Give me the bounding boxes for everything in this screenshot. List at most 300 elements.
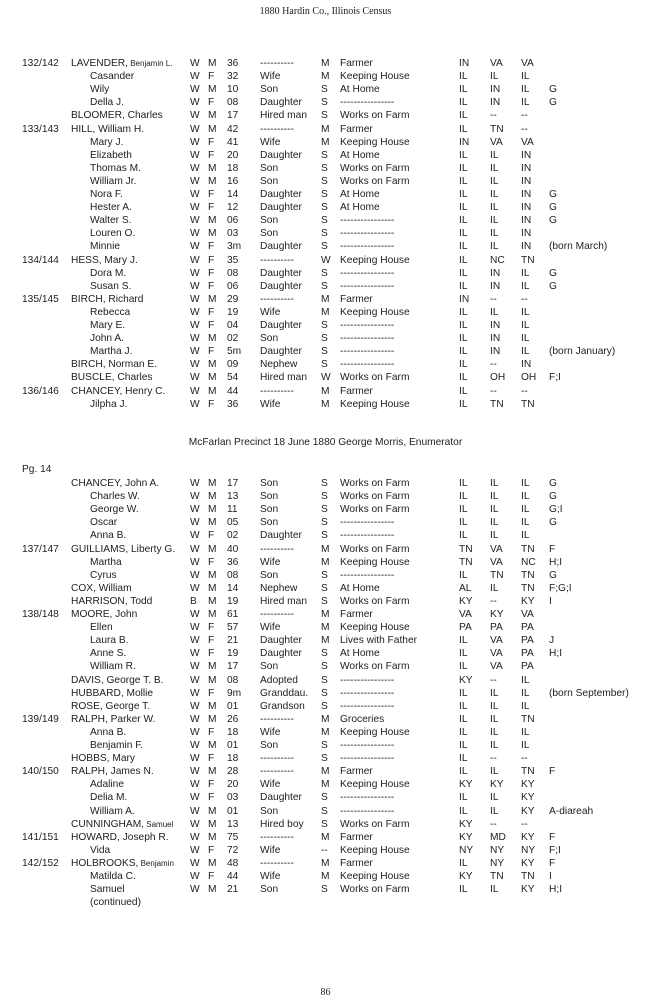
birthplace: IL [459,478,468,489]
person-name: Matilda C. [90,871,136,882]
father-birthplace: -- [490,293,497,305]
race: W [190,84,200,96]
age: 48 [227,857,239,869]
sex: F [208,635,215,647]
census-row [0,503,651,516]
relationship: Wife [260,71,281,83]
marital-status: S [321,97,328,109]
relationship: ---------- [260,543,294,555]
sex: F [208,136,215,148]
mother-birthplace: KY [521,884,535,896]
mother-birthplace: NY [521,844,536,856]
person-name: Rebecca [90,306,131,318]
marital-status: S [321,346,328,358]
sex: M [208,766,217,778]
marital-status: M [321,635,330,647]
dwelling-number: 132/142 [22,58,59,69]
marital-status: S [321,359,328,371]
age: 18 [227,753,239,765]
age: 26 [227,713,239,725]
relationship: Daughter [260,530,302,542]
occupation: Works on Farm [340,818,410,830]
birthplace: IL [459,359,468,371]
race: W [190,280,200,292]
age: 13 [227,491,239,503]
race: W [190,149,200,161]
notes: G [549,189,557,200]
marital-status: S [321,149,328,161]
relationship: Wife [260,556,281,568]
race: W [190,831,200,843]
census-row [0,490,651,503]
notes: G [549,569,557,581]
census-row [0,896,651,909]
father-birthplace: IL [490,504,499,516]
father-birthplace: PA [490,622,503,634]
race: W [190,491,200,503]
person-name: George W. [90,504,139,516]
birthplace: KY [459,779,473,791]
father-birthplace: TN [490,871,504,882]
census-row [0,765,651,778]
notes: J [549,635,555,647]
mother-birthplace: TN [521,713,535,725]
notes: G [549,84,557,96]
sex: F [208,241,215,253]
dwelling-number: 136/146 [22,385,59,397]
mother-birthplace: IN [521,241,532,253]
age: 17 [227,478,239,489]
race: W [190,254,200,266]
age: 35 [227,254,239,266]
father-birthplace: IL [490,149,499,161]
relationship: Son [260,228,279,240]
person-name: HOBBS, Mary [71,753,135,765]
sex: F [208,280,215,292]
census-row [0,700,651,713]
father-birthplace: VA [490,136,503,148]
occupation: Farmer [340,857,373,869]
mother-birthplace: TN [521,254,535,266]
race: W [190,175,200,187]
race: B [190,595,197,607]
birthplace: KY [459,831,473,843]
race: W [190,844,200,856]
person-name: COX, William [71,582,132,594]
age: 41 [227,136,239,148]
age: 03 [227,228,239,240]
given-name: Benjamin [138,858,174,868]
sex: F [208,687,215,699]
person-name: Casander [90,71,135,83]
census-row [0,818,651,831]
occupation: At Home [340,84,380,96]
father-birthplace: -- [490,674,497,686]
person-name: RALPH, James N. [71,766,154,778]
relationship: Son [260,504,279,516]
relationship: Daughter [260,635,302,647]
census-row [0,660,651,673]
person-name: LAVENDER, Benjamin L. [71,58,173,69]
person-name: BLOOMER, Charles [71,110,163,122]
race: W [190,306,200,318]
father-birthplace: IL [490,700,499,712]
sex: F [208,622,215,634]
mother-birthplace: IN [521,228,532,240]
person-name: Thomas M. [90,162,141,174]
relationship: ---------- [260,385,294,397]
census-row [0,109,651,122]
notes: H;I [549,648,563,660]
occupation: Keeping House [340,254,410,266]
sex: M [208,569,217,581]
sex: F [208,753,215,765]
occupation: ---------------- [340,97,395,109]
occupation: Works on Farm [340,504,410,516]
mother-birthplace: OH [521,372,537,384]
census-row [0,739,651,752]
father-birthplace: VA [490,58,503,69]
person-name: DAVIS, George T. B. [71,674,164,686]
race: W [190,582,200,594]
relationship: Daughter [260,792,302,804]
sex: M [208,582,217,594]
mother-birthplace: IL [521,504,530,516]
census-row [0,332,651,345]
person-name: BIRCH, Norman E. [71,359,158,371]
census-row [0,149,651,162]
mother-birthplace: KY [521,792,535,804]
father-birthplace: VA [490,556,503,568]
relationship: Wife [260,871,281,882]
father-birthplace: IN [490,267,501,279]
mother-birthplace: IL [521,478,530,489]
age: 18 [227,726,239,738]
father-birthplace: IL [490,805,499,817]
marital-status: M [321,766,330,778]
birthplace: IN [459,293,470,305]
marital-status: M [321,556,330,568]
census-row [0,883,651,896]
census-row [0,687,651,700]
age: 10 [227,84,239,96]
race: W [190,779,200,791]
sex: F [208,71,215,83]
relationship: ---------- [260,713,294,725]
mother-birthplace: IN [521,359,532,371]
sex: M [208,595,217,607]
occupation: At Home [340,149,380,161]
relationship: Son [260,215,279,227]
mother-birthplace: PA [521,648,534,660]
marital-status: M [321,779,330,791]
age: 3m [227,241,242,253]
birthplace: IL [459,726,468,738]
age: 20 [227,779,239,791]
sex: F [208,202,215,214]
occupation: Farmer [340,609,373,620]
race: W [190,162,200,174]
census-row [0,83,651,96]
birthplace: IL [459,175,468,187]
marital-status: M [321,857,330,869]
occupation: Keeping House [340,726,410,738]
birthplace: IL [459,857,468,869]
race: W [190,320,200,331]
race: W [190,202,200,214]
birthplace: IL [459,385,468,397]
birthplace: IL [459,110,468,122]
mother-birthplace: IL [521,333,530,345]
sex: M [208,110,217,122]
birthplace: TN [459,543,473,555]
person-name: HUBBARD, Mollie [71,687,154,699]
sex: M [208,517,217,529]
mother-birthplace: IL [521,346,530,358]
birthplace: AL [459,582,472,594]
race: W [190,687,200,699]
age: 61 [227,609,239,620]
relationship: Wife [260,622,281,634]
race: W [190,189,200,200]
notes: F;G;I [549,582,572,594]
occupation: Lives with Father [340,635,418,647]
race: W [190,622,200,634]
birthplace: IL [459,491,468,503]
age: 08 [227,674,239,686]
marital-status: S [321,267,328,279]
person-name: CHANCEY, Henry C. [71,385,166,397]
occupation: Works on Farm [340,884,410,896]
father-birthplace: IL [490,792,499,804]
census-row [0,398,651,411]
age: 9m [227,687,242,699]
mother-birthplace: IL [521,700,530,712]
occupation: Keeping House [340,844,410,856]
census-row [0,477,651,490]
census-row [0,791,651,804]
occupation: ---------------- [340,346,395,358]
mother-birthplace: IL [521,517,530,529]
census-row [0,870,651,883]
birthplace: IL [459,346,468,358]
person-name: Minnie [90,241,121,253]
mother-birthplace: IN [521,189,532,200]
age: 72 [227,844,239,856]
race: W [190,71,200,83]
precinct-heading: McFarlan Precinct 18 June 1880 George Morris, Enumerator [188,437,463,448]
occupation: Farmer [340,831,373,843]
dwelling-number: 137/147 [22,543,59,555]
sex: M [208,58,217,69]
race: W [190,267,200,279]
age: 44 [227,871,239,882]
age: 02 [227,530,239,542]
race: W [190,884,200,896]
occupation: ---------------- [340,805,395,817]
marital-status: S [321,491,328,503]
birthplace: IL [459,884,468,896]
person-name: Mary J. [90,136,124,148]
notes: F [549,543,556,555]
notes: F [549,857,556,869]
occupation: Keeping House [340,136,410,148]
relationship: Hired boy [260,818,304,830]
race: W [190,385,200,397]
father-birthplace: VA [490,635,503,647]
marital-status: S [321,504,328,516]
mother-birthplace: IL [521,530,530,542]
dwelling-number: 135/145 [22,293,59,305]
father-birthplace: IL [490,241,499,253]
mother-birthplace: -- [521,818,528,830]
census-row [0,345,651,358]
occupation: ---------------- [340,687,395,699]
sex: F [208,346,215,358]
age: 08 [227,267,239,279]
occupation: Works on Farm [340,543,410,555]
page-header: 1880 Hardin Co., Illinois Census [259,6,392,17]
marital-status: S [321,189,328,200]
father-birthplace: IL [490,162,499,174]
age: 17 [227,661,239,673]
marital-status: S [321,687,328,699]
occupation: At Home [340,648,380,660]
birthplace: IL [459,753,468,765]
person-name: ROSE, George T. [71,700,151,712]
race: W [190,543,200,555]
father-birthplace: IN [490,280,501,292]
relationship: ---------- [260,766,294,778]
occupation: ---------------- [340,333,395,345]
occupation: Farmer [340,58,373,69]
person-name: Martha [90,556,122,568]
birthplace: IL [459,162,468,174]
age: 21 [227,884,239,896]
marital-status: M [321,58,330,69]
birthplace: KY [459,818,473,830]
person-name: RALPH, Parker W. [71,713,156,725]
census-row [0,70,651,83]
father-birthplace: IL [490,884,499,896]
notes: I [549,871,552,882]
marital-status: M [321,71,330,83]
marital-status: W [321,254,331,266]
census-row [0,634,651,647]
census-row [0,371,651,384]
person-name: Anna B. [90,530,127,542]
occupation: Works on Farm [340,110,410,122]
father-birthplace: MD [490,831,506,843]
person-name: Della J. [90,97,124,109]
marital-status: M [321,123,330,135]
marital-status: S [321,753,328,765]
sex: F [208,792,215,804]
marital-status: S [321,674,328,686]
occupation: Groceries [340,713,385,725]
mother-birthplace: IL [521,674,530,686]
relationship: Son [260,84,279,96]
mother-birthplace: TN [521,766,535,778]
race: W [190,792,200,804]
sex: F [208,530,215,542]
relationship: Daughter [260,320,302,331]
mother-birthplace: IN [521,215,532,227]
census-row [0,608,651,621]
marital-status: S [321,517,328,529]
mother-birthplace: -- [521,110,528,122]
mother-birthplace: -- [521,123,528,135]
age: 54 [227,372,239,384]
sex: M [208,372,217,384]
sex: M [208,543,217,555]
relationship: Hired man [260,372,307,384]
census-row [0,857,651,870]
mother-birthplace: IL [521,320,530,331]
age: 09 [227,359,239,371]
age: 12 [227,202,239,214]
age: 08 [227,97,239,109]
marital-status: M [321,622,330,634]
birthplace: IL [459,635,468,647]
relationship: Wife [260,726,281,738]
relationship: Nephew [260,359,298,371]
dwelling-number: 139/149 [22,713,59,725]
marital-status: M [321,398,330,410]
marital-status: S [321,740,328,751]
age: 06 [227,280,239,292]
census-row [0,752,651,765]
person-name: Wily [90,84,110,96]
marital-status: S [321,805,328,817]
father-birthplace: IN [490,333,501,345]
occupation: ---------------- [340,280,395,292]
notes: H;I [549,884,563,896]
age: 16 [227,175,239,187]
mother-birthplace: KY [521,779,535,791]
birthplace: IL [459,398,468,410]
mother-birthplace: -- [521,753,528,765]
age: 19 [227,648,239,660]
page-number: 86 [320,987,331,998]
mother-birthplace: IL [521,267,530,279]
marital-status: M [321,609,330,620]
race: W [190,569,200,581]
father-birthplace: IL [490,582,499,594]
census-row [0,831,651,844]
marital-status: S [321,884,328,896]
mother-birthplace: KY [521,805,535,817]
mother-birthplace: PA [521,661,534,673]
person-name: CUNNINGHAM, Samuel [71,818,174,830]
birthplace: IL [459,280,468,292]
sex: M [208,740,217,751]
birthplace: KY [459,871,473,882]
age: 14 [227,189,239,200]
birthplace: IL [459,254,468,266]
father-birthplace: -- [490,110,497,122]
census-row [0,136,651,149]
relationship: Nephew [260,582,298,594]
person-name: Laura B. [90,635,129,647]
relationship: ---------- [260,831,294,843]
father-birthplace: IL [490,71,499,83]
marital-status: S [321,582,328,594]
notes: G [549,280,557,292]
father-birthplace: IL [490,215,499,227]
age: 04 [227,320,239,331]
sex: M [208,700,217,712]
